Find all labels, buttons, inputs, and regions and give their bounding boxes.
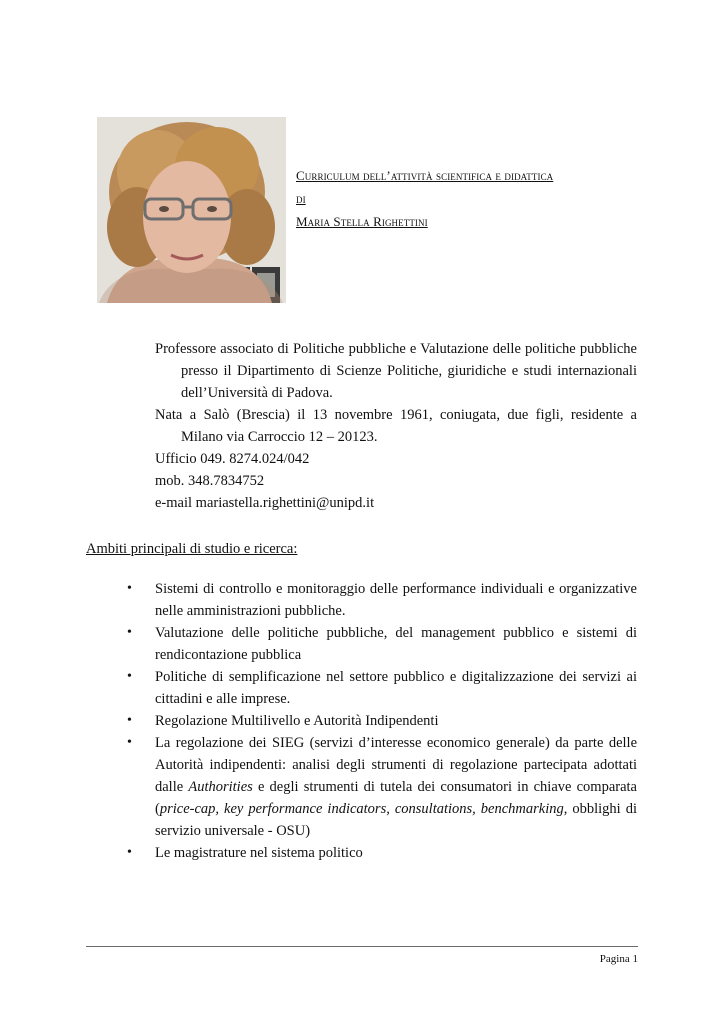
- bullet-icon: •: [127, 845, 132, 860]
- list-item-text: Valutazione delle politiche pubbliche, del management pubblico e sistemi di rendicontazione pubblica: [155, 625, 637, 663]
- title-line-1: Curriculum dell’attività scientifica e didattica: [296, 168, 554, 183]
- title-line-2: di: [296, 191, 306, 206]
- page-number: Pagina 1: [599, 953, 638, 965]
- list-item: [127, 732, 637, 842]
- bullet-icon: •: [127, 735, 132, 750]
- list-item: [127, 622, 637, 666]
- birth-text: Nata a Salò (Brescia) il 13 novembre 1961, coniugata, due figli, residente a Milano via Carroccio 12 – 20123.: [155, 407, 637, 445]
- bullet-icon: •: [127, 669, 132, 684]
- list-item-text-b: e degli strumenti di tutela dei consumatori in chiave comparata (: [155, 779, 637, 817]
- document-title: [296, 164, 656, 233]
- list-item-text: Sistemi di controllo e monitoraggio delle performance individuali e organizzative nelle amministrazioni pubbliche.: [155, 581, 637, 619]
- list-item-text: Le magistrature nel sistema politico: [155, 845, 363, 861]
- bullet-icon: •: [127, 581, 132, 596]
- intro-block: [155, 338, 637, 514]
- portrait-photo: [97, 117, 286, 303]
- list-item-italic-b: price-cap, key performance indicators, consultations, benchmarking: [159, 801, 564, 817]
- list-item: [127, 666, 637, 710]
- email-text: e-mail mariastella.righettini@unipd.it: [155, 495, 375, 511]
- mobile-phone: mob. 348.7834752: [155, 473, 265, 489]
- list-item: [127, 578, 637, 622]
- list-item-italic-a: Authorities: [188, 779, 253, 795]
- list-item-text-c: , obblighi di servizio universale - OSU): [155, 801, 637, 839]
- bullet-icon: •: [127, 625, 132, 640]
- list-item: [127, 842, 637, 864]
- list-item-text: Politiche di semplificazione nel settore pubblico e digitalizzazione dei servizi ai cittadini e alle imprese.: [155, 669, 637, 707]
- portrait-illustration: [97, 117, 286, 303]
- research-list: [127, 578, 637, 864]
- list-item-text-a: La regolazione dei SIEG (servizi d’interesse economico generale) da parte delle Autorità indipendenti: analisi degli strumenti di regolazione partecipata adottati dalle: [155, 735, 637, 795]
- section-heading: Ambiti principali di studio e ricerca:: [86, 541, 298, 557]
- list-item-text: Regolazione Multilivello e Autorità Indipendenti: [155, 713, 439, 729]
- bullet-icon: •: [127, 713, 132, 728]
- office-phone: Ufficio 049. 8274.024/042: [155, 451, 310, 467]
- position-text: Professore associato di Politiche pubbliche e Valutazione delle politiche pubbliche presso il Dipartimento di Scienze Politiche, giuridiche e studi internazionali dell’Università di Padova.: [155, 341, 637, 401]
- list-item: [127, 710, 637, 732]
- footer-divider: [86, 946, 638, 947]
- title-line-3: Maria Stella Righettini: [296, 214, 428, 229]
